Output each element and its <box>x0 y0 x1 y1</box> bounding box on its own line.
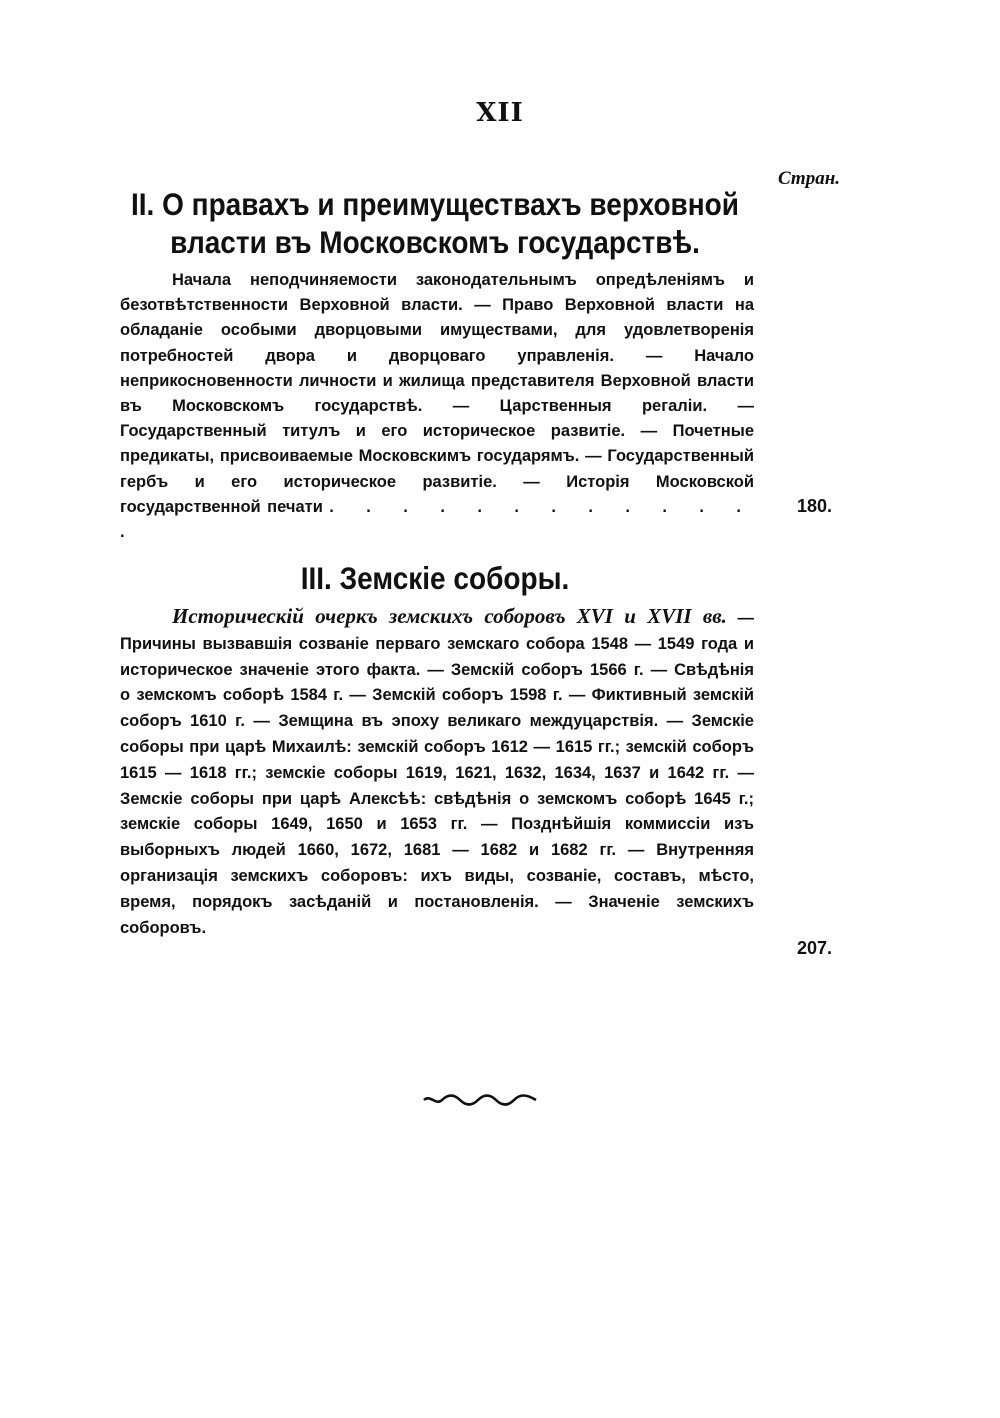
section-3-page-ref: 207. <box>796 938 832 958</box>
section-2-body <box>120 268 754 545</box>
page-number: XII <box>476 98 524 128</box>
section-3-body <box>120 604 754 941</box>
section-2-text: Начала неподчиняемости законодательнымъ опредѣленіямъ и безотвѣтственности Верховной власти. — Право Верховной власти на обладаніе особыми дворцовыми имуществами, для удовлетворенія потребностей двора и дворцоваго управленія. — Начало неприкосновенности личности и жилища представителя Верховной власти въ Московскомъ государствѣ. — Царственныя регаліи. — Государственный титулъ и его историческое развитіе. — Почетные предикаты, присвоиваемые Московскимъ государямъ. — Государственный гербъ и его историческое развитіе. — Исторія Московской государственной печати <box>120 271 754 516</box>
section-3-text: — Причины вызвавшія созваніе перваго земскаго собора 1548 — 1549 года и историческое значеніе этого факта. — Земскій соборъ 1566 г. — Свѣдѣнія о земскомъ соборѣ 1584 г. — Земскій соборъ 1598 г. — Фиктивный земскій соборъ 1610 г. — Земщина въ эпоху великаго междуцарствія. — Земскіе соборы при царѣ Михаилѣ: земскій соборъ 1612 — 1615 гг.; земскій соборъ 1615 — 1618 гг.; земскіе соборы 1619, 1621, 1632, 1634, 1637 и 1642 гг. — Земскіе соборы при царѣ Алексѣѣ: свѣдѣнія о земскомъ соборѣ 1645 г.; земскіе соборы 1649, 1650 и 1653 гг. — Позднѣйшія коммиссіи изъ выборныхъ людей 1660, 1672, 1681 — 1682 и 1682 гг. — Внутренняя организація земскихъ соборовъ: ихъ виды, созваніе, составъ, мѣсто, время, порядокъ засѣданій и постановленія. — Значеніе земскихъ соборовъ. <box>120 609 754 937</box>
section-2-title: II. О правахъ и преимуществахъ верховной власти въ Московскомъ государствѣ. <box>130 187 739 260</box>
section-3-title: III. Земскіе соборы. <box>300 561 570 596</box>
section-2-leader-dots: . . . . . . . . . . . . . <box>120 497 754 542</box>
end-ornament-icon <box>420 1088 540 1110</box>
page-column-label: Стран. <box>777 168 840 189</box>
section-3-lead: Историческій очеркъ земскихъ соборовъ XVI и XVII вв. <box>172 604 727 628</box>
section-2-page-ref: 180. <box>796 496 832 516</box>
